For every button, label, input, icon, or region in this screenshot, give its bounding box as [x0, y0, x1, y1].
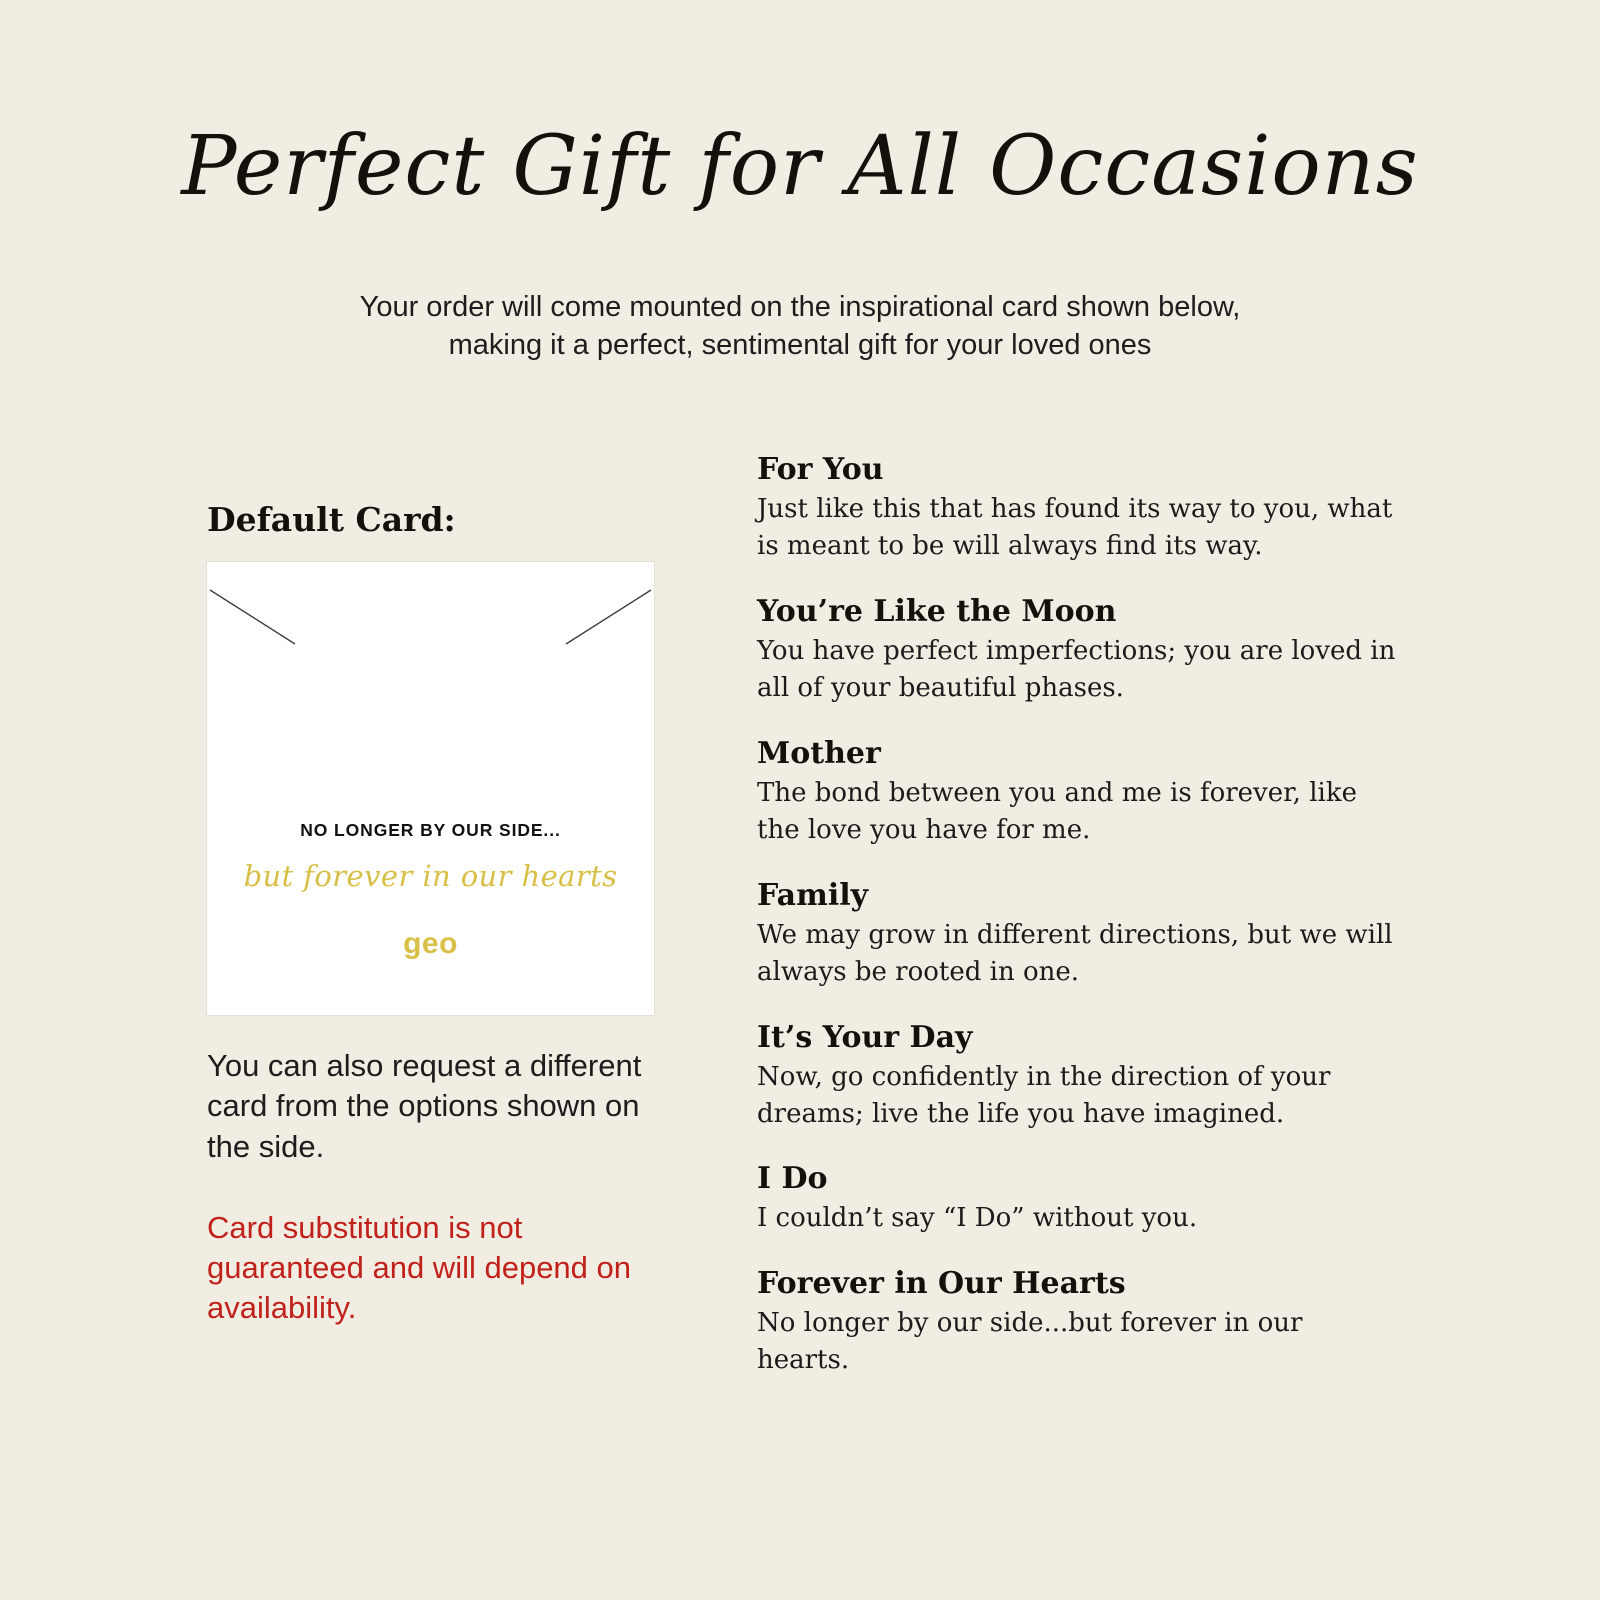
- page-subtitle: [0, 288, 1600, 365]
- occasion-body: You have perfect imperfections; you are loved in all of your beautiful phases.: [757, 635, 1396, 704]
- list-item: [757, 1266, 1397, 1380]
- list-item: [757, 452, 1397, 566]
- default-card-label: Default Card:: [207, 500, 456, 539]
- list-item: [757, 878, 1397, 992]
- occasion-title: Forever in Our Hearts: [757, 1265, 1126, 1301]
- occasion-body: I couldn’t say “I Do” without you.: [757, 1203, 1198, 1234]
- occasion-list: [757, 452, 1397, 1380]
- occasion-body: Just like this that has found its way to you, what is meant to be will always find its way.: [757, 494, 1393, 562]
- occasion-title: It’s Your Day: [757, 1019, 973, 1055]
- card-line-2: but forever in our hearts: [243, 859, 618, 893]
- occasion-title: Family: [757, 877, 869, 913]
- list-item: [757, 1161, 1397, 1237]
- occasion-body: We may grow in different directions, but we will always be rooted in one.: [757, 919, 1393, 988]
- occasion-title: For You: [757, 452, 884, 487]
- occasion-title: Mother: [757, 735, 881, 771]
- default-card-preview: [207, 562, 654, 1015]
- occasion-title: I Do: [757, 1161, 828, 1197]
- page-title: Perfect Gift for All Occasions: [181, 119, 1419, 214]
- occasion-title: You’re Like the Moon: [757, 593, 1117, 629]
- card-request-note: You can also request a different card from the options shown on the side.: [207, 1048, 642, 1164]
- card-line-1: NO LONGER BY OUR SIDE...: [300, 820, 561, 840]
- list-item: [757, 594, 1397, 708]
- subtitle-line-2: making it a perfect, sentimental gift for your loved ones: [448, 329, 1152, 362]
- occasion-body: The bond between you and me is forever, like the love you have for me.: [757, 777, 1357, 846]
- card-brand-logo: geo: [403, 927, 458, 960]
- occasion-body: Now, go confidently in the direction of your dreams; live the life you have imagined.: [757, 1061, 1331, 1129]
- list-item: [757, 736, 1397, 850]
- default-card-section: [207, 500, 677, 1329]
- card-substitution-warning: Card substitution is not guaranteed and will depend on availability.: [207, 1209, 632, 1326]
- occasion-body: No longer by our side...but forever in our hearts.: [757, 1307, 1303, 1376]
- list-item: [757, 1020, 1397, 1134]
- subtitle-line-1: Your order will come mounted on the inspirational card shown below,: [359, 291, 1241, 323]
